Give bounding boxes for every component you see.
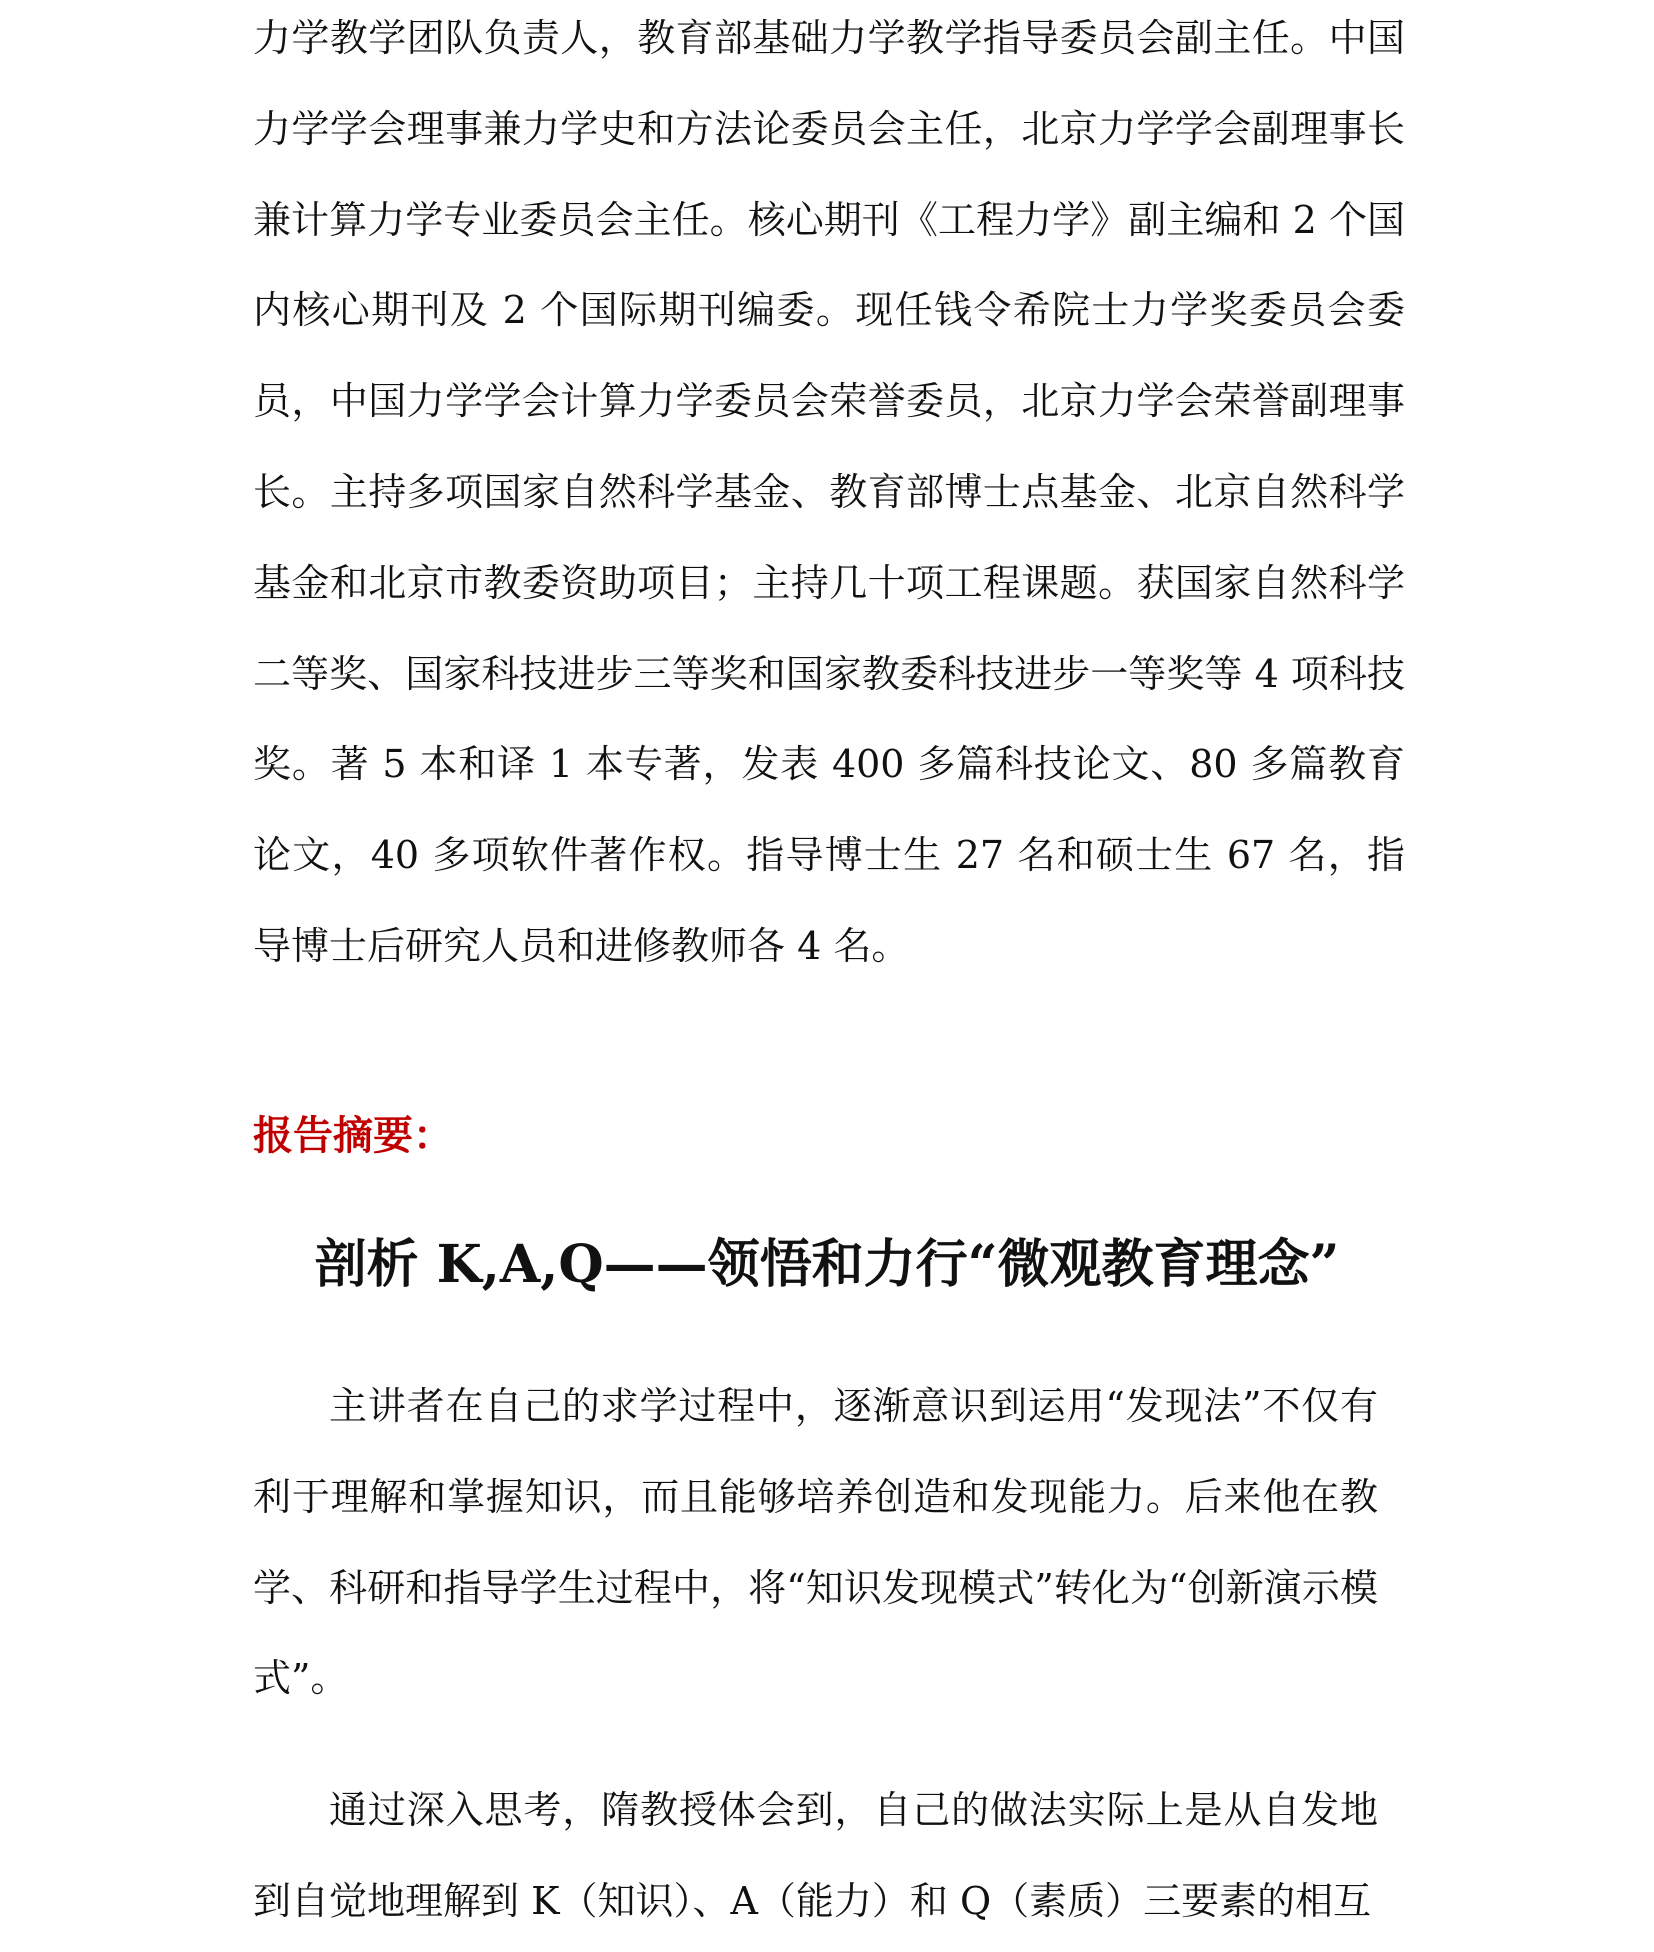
report-title: 剖析 K,A,Q——领悟和力行“微观教育理念” bbox=[314, 1234, 1340, 1295]
bio-paragraph: 力学教学团队负责人，教育部基础力学教学指导委员会副主任。中国力学学会理事兼力学史和方法论委员会主任，北京力学学会副理事长兼计算力学专业委员会主任。核心期刊《工程力学》副主编和 2 个国内核心期刊及 2 个国际期刊编委。现任钱令希院士力学奖委员会委员，中国力学学会计算力学委员会荣誉委员，北京力学会荣誉副理事长。主持多项国家自然科学基金、教育部博士点基金、北京自然科学基金和北京市教委资助项目；主持几十项工程课题。获国家自然科学二等奖、国家科技进步三等奖和国家教委科技进步一等奖等 4 项科技奖。著 5 本和译 1 本专著，发表 400 多篇科技论文、80 多篇教育论文，40 多项软件著作权。指导博士生 27 名和硕士生 67 名，指导博士后研究人员和进修教师各 4 名。 bbox=[253, 16, 1405, 968]
abstract-paragraph-1: 主讲者在自己的求学过程中，逐渐意识到运用“发现法”不仅有利于理解和掌握知识，而且能够培养创造和发现能力。后来他在教学、科研和指导学生过程中，将“知识发现模式”转化为“创新演示模式”。 bbox=[253, 1384, 1378, 1701]
section-heading: 报告摘要： bbox=[253, 1112, 453, 1159]
abstract-paragraph-2: 通过深入思考，隋教授体会到，自己的做法实际上是从自发地到自觉地理解到 K（知识）、A（能力）和 Q（素质）三要素的相互 bbox=[253, 1788, 1378, 1923]
